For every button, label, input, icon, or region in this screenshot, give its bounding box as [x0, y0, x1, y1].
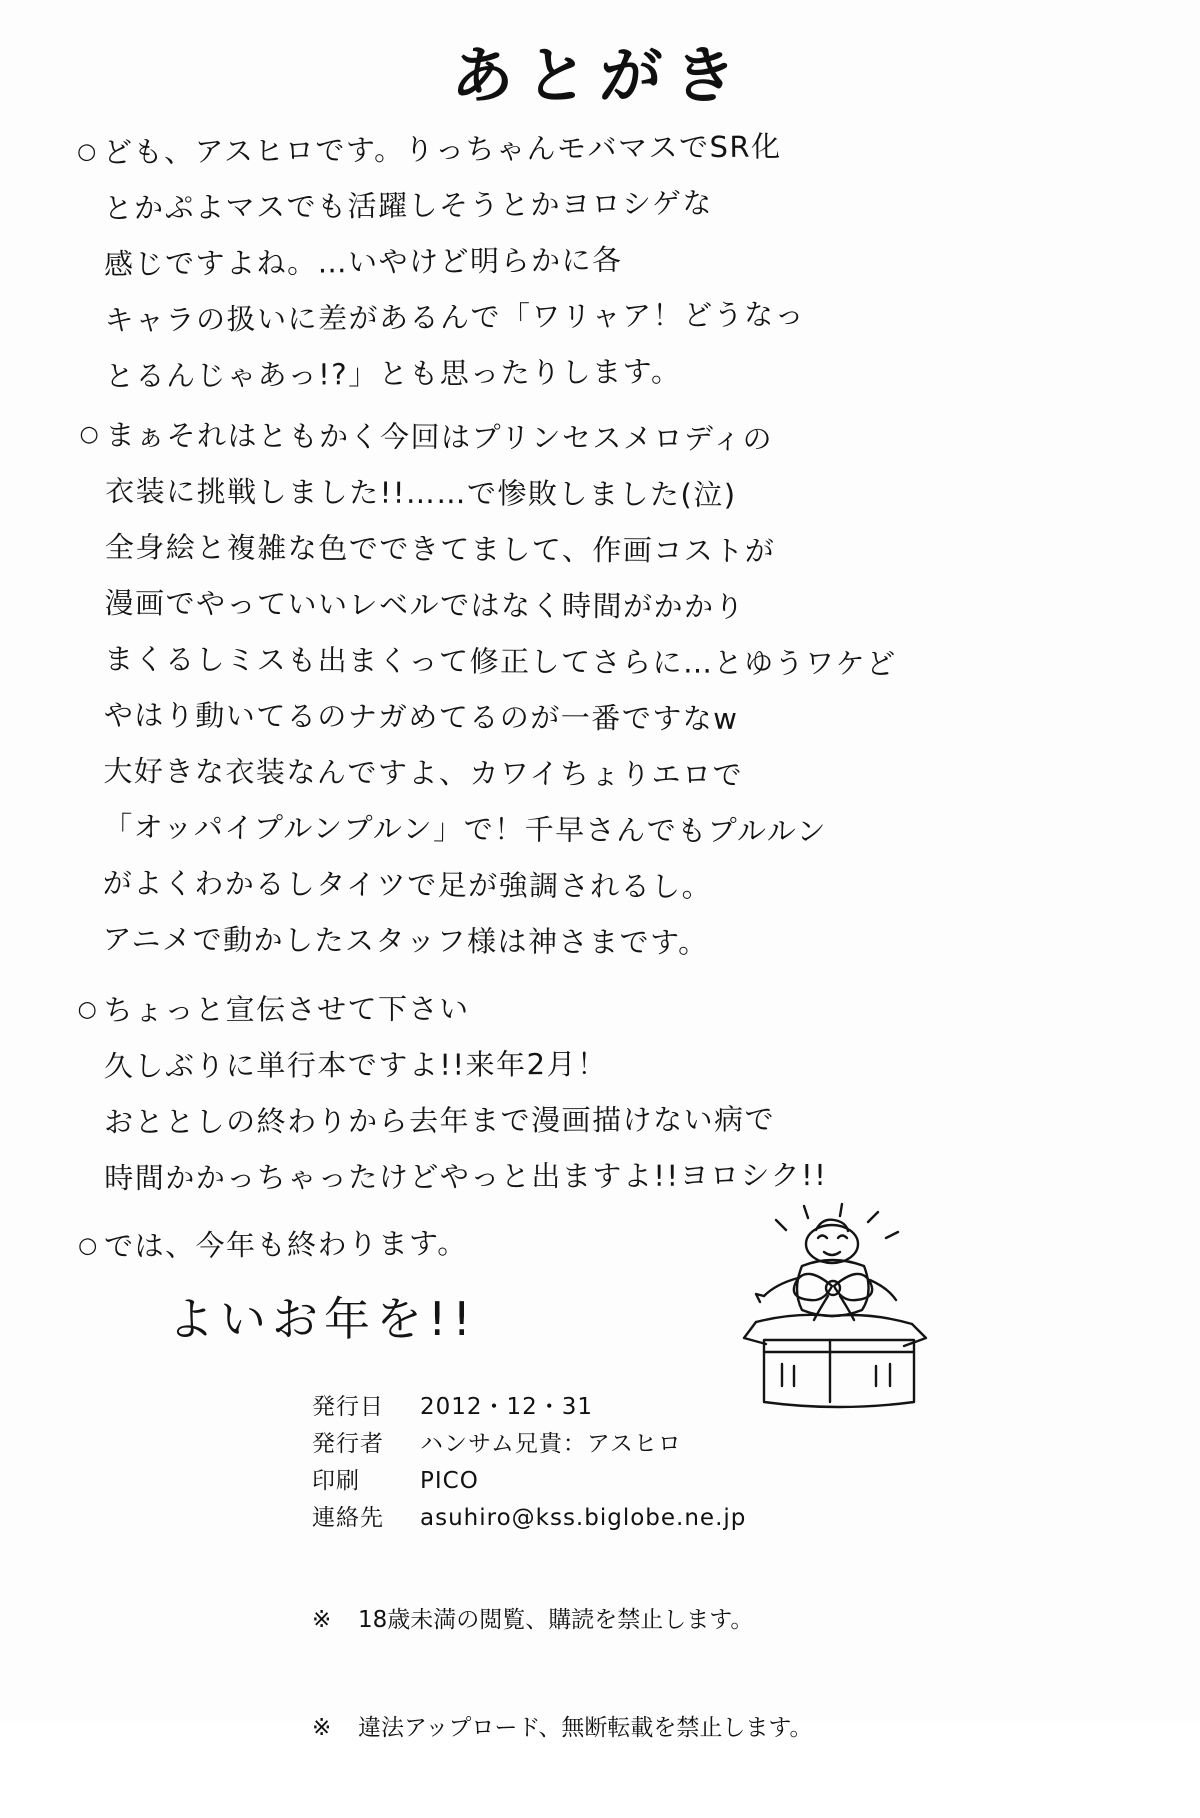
notice-text: 18歳未満の閲覧、購読を禁止します。: [358, 1607, 754, 1633]
afterword-line: では、今年も終わります。: [103, 1226, 468, 1264]
bullet-marker: ○: [77, 997, 99, 1023]
afterword-line: ちょっと宣伝させて下さい: [103, 991, 470, 1028]
colophon-row: [312, 1390, 746, 1427]
colophon-value: PICO: [420, 1468, 479, 1494]
colophon-value: 2012・12・31: [420, 1394, 594, 1420]
notice-text: 違法アップロード、無断転載を禁止します。: [358, 1715, 813, 1741]
colophon-label: 連絡先: [312, 1505, 384, 1531]
colophon-label: 発行日: [312, 1394, 384, 1420]
afterword-paragraph: [76, 407, 1119, 973]
colophon-value: ハンサム兄貴：アスヒロ: [420, 1431, 682, 1457]
afterword-line: 大好きな衣装なんですよ、カワイちょりエロで: [103, 753, 744, 792]
afterword-line: 久しぶりに単行本ですよ!!来年2月！: [103, 1046, 608, 1084]
bullet-marker: ○: [76, 139, 98, 165]
afterword-line: 時間かかっちゃったけどやっと出ますよ!!ヨロシク!!: [104, 1158, 828, 1196]
afterword-line: ども、アスヒロです。りっちゃんモバマスでSR化: [102, 129, 782, 170]
afterword-paragraph: [77, 115, 1119, 404]
notice-row: [312, 1710, 812, 1746]
afterword-line: とるんじゃあっ!?」とも思ったりします。: [104, 354, 682, 394]
page-title: あとがき: [449, 39, 750, 112]
afterword-line: 「オッパイプルンプルン」で！千早さんでもプルルン: [103, 809, 828, 849]
colophon-label: 印刷: [312, 1468, 360, 1494]
afterword-line: やはり動いてるのナガめてるのが一番ですなw: [103, 697, 739, 736]
colophon-contact-email[interactable]: asuhiro@kss.biglobe.ne.jp: [420, 1505, 747, 1531]
afterword-paragraph: [78, 978, 1119, 1207]
notice-mark-icon: ※: [312, 1607, 332, 1633]
notice-row: [312, 1602, 812, 1638]
colophon-row: [312, 1427, 746, 1464]
closing-greeting: よいお年を!!: [168, 1292, 477, 1346]
afterword-line: アニメで動かしたスタッフ様は神さまです。: [102, 921, 709, 960]
colophon: [312, 1390, 746, 1538]
afterword-line: がよくわかるしタイツで足が強調されるし。: [102, 865, 713, 904]
colophon-label: 発行者: [312, 1431, 384, 1457]
bullet-marker: ○: [77, 1233, 99, 1259]
colophon-row: [312, 1464, 746, 1501]
bullet-marker: ○: [79, 421, 101, 447]
afterword-line: キャラの扱いに差があるんで「ワリャア！どうなっ: [104, 297, 806, 338]
afterword-line: とかぷよマスでも活躍しそうとかヨロシゲな: [103, 185, 714, 226]
afterword-line: 感じですよね。…いやけど明らかに各: [103, 242, 623, 282]
afterword-line: 全身絵と複雑な色でできてまして、作画コストが: [104, 529, 776, 569]
afterword-line: おととしの終わりから去年まで漫画描けない病で: [104, 1102, 776, 1140]
afterword-line: 漫画でやっていいレベルではなく時間がかかり: [104, 585, 746, 624]
afterword-line: 衣装に挑戦しました!!……で惨敗しました(泣): [105, 473, 737, 512]
notice-mark-icon: ※: [312, 1715, 332, 1741]
afterword-line: まくるしミスも出まくって修正してさらに…とゆうワケど: [104, 641, 897, 681]
legal-notices: [312, 1530, 812, 1818]
afterword-body: [78, 120, 1118, 1358]
afterword-line: まぁそれはともかく今回はプリンセスメロディの: [105, 417, 774, 457]
